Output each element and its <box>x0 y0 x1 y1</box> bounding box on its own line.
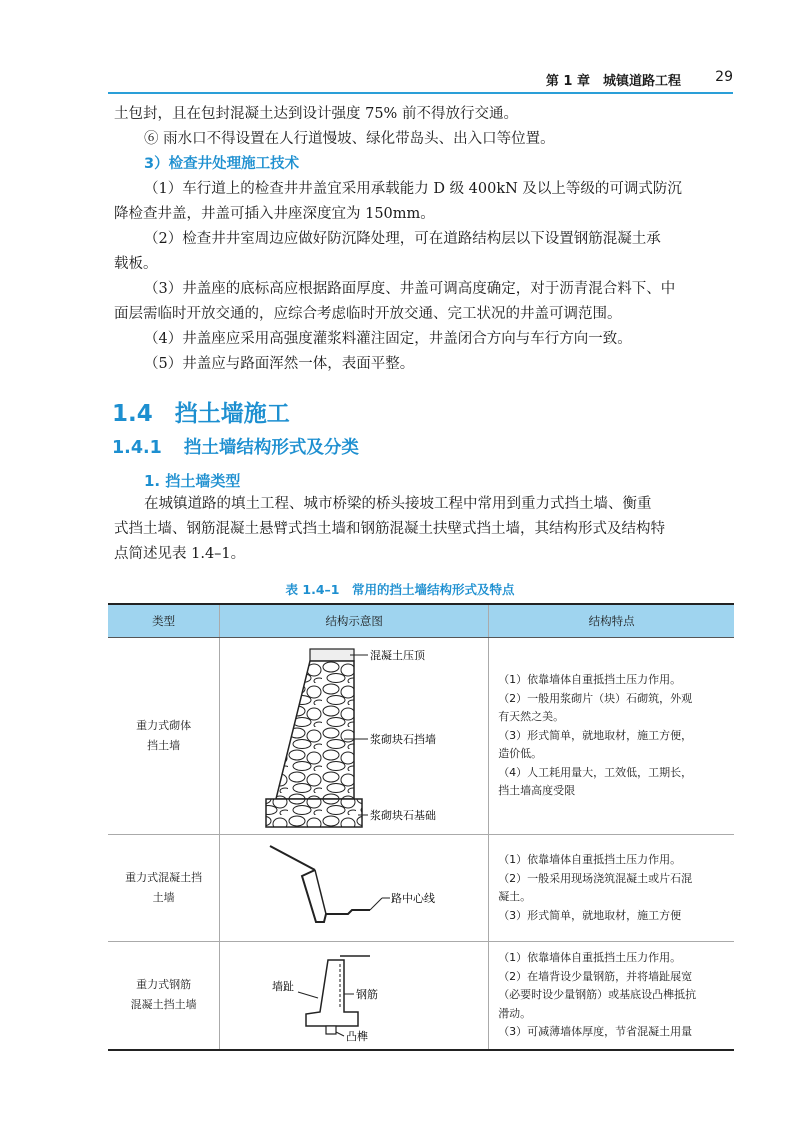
type-line: 重力式钢筋 <box>136 978 192 992</box>
feature-line: 滑动。 <box>498 1006 532 1020</box>
header-type: 类型 <box>108 604 220 638</box>
list-item: （1）车行道上的检查井井盖宜采用承载能力 D 级 400kN 及以上等级的可调式防沉 <box>144 181 682 197</box>
type-line: 重力式砌体 <box>136 719 192 732</box>
label-foundation: 浆砌块石基础 <box>370 808 437 822</box>
coping-block <box>310 649 354 661</box>
label-toe: 墙趾 <box>272 980 295 994</box>
type-cell <box>108 638 220 835</box>
label-road-centerline: 路中心线 <box>391 891 436 905</box>
list-item-continuation: 降检查井盖，井盖可插入井座深度宜为 150mm。 <box>114 206 435 222</box>
section-title: 挡土墙施工 <box>174 401 290 427</box>
chapter-title: 第 1 章 城镇道路工程 <box>545 74 681 89</box>
list-item: （5）井盖应与路面浑然一体，表面平整。 <box>144 356 415 372</box>
feature-line: （3）形式简单，就地取材，施工方便 <box>498 908 682 922</box>
list-item-continuation: 载板。 <box>114 256 158 272</box>
header-features: 结构特点 <box>489 604 734 638</box>
retaining-wall-table <box>108 603 734 1051</box>
paragraph: 土包封，且在包封混凝土达到设计强度 75% 前不得放行交通。 <box>114 106 518 122</box>
table-row <box>108 835 734 942</box>
page-header <box>108 66 733 94</box>
feature-line: （1）依靠墙体自重抵挡土压力作用。 <box>498 673 682 687</box>
label-coping: 混凝土压顶 <box>370 648 426 662</box>
subsection-heading-141 <box>112 434 359 459</box>
list-item: （2）检查井井室周边应做好防沉降处理，可在道路结构层以下设置钢筋混凝土承 <box>144 231 661 247</box>
features-cell <box>489 638 734 835</box>
wall-profile <box>302 870 370 922</box>
intro-line: 点简述见表 1.4–1。 <box>114 546 246 562</box>
list-item: （3）井盖座的底标高应根据路面厚度、井盖可调高度确定，对于沥青混合料下、中 <box>144 281 676 297</box>
table-header-row <box>108 604 734 638</box>
subsubsection-heading: 1. 挡土墙类型 <box>144 472 241 490</box>
table-row <box>108 638 734 835</box>
section-number: 1.4 <box>112 401 153 427</box>
type-line: 重力式混凝土挡 <box>125 871 203 884</box>
rc-wall-body <box>306 960 358 1026</box>
type-cell <box>108 835 220 942</box>
shear-key <box>326 1026 336 1034</box>
intro-paragraph <box>114 492 734 567</box>
body-text-top <box>114 102 734 377</box>
feature-line: （4）人工耗用量大，工效低，工期长， <box>498 765 693 779</box>
masonry-wall-diagram <box>220 639 488 834</box>
feature-line: 凝土。 <box>498 890 532 903</box>
reinforced-wall-diagram <box>220 942 488 1048</box>
page-number: 29 <box>715 69 733 85</box>
table-row <box>108 942 734 1050</box>
feature-line: （2）一般用浆砌片（块）石砌筑，外观 <box>498 691 693 705</box>
list-item-continuation: 面层需临时开放交通的，应综合考虑临时开放交通、完工状况的井盖可调范围。 <box>114 306 622 322</box>
feature-line: （3）形式简单，就地取材，施工方便， <box>498 728 693 742</box>
type-line: 土墙 <box>152 891 175 904</box>
feature-line: 造价低。 <box>498 747 543 761</box>
type-cell <box>108 942 220 1050</box>
features-cell <box>489 835 734 942</box>
concrete-wall-diagram <box>220 836 488 941</box>
label-wall: 浆砌块石挡墙 <box>370 732 437 746</box>
section-heading <box>112 395 290 428</box>
intro-line: 式挡土墙、钢筋混凝土悬臂式挡土墙和钢筋混凝土扶壁式挡土墙，其结构形式及结构特 <box>114 521 665 537</box>
header-diagram: 结构示意图 <box>220 604 489 638</box>
label-rebar: 钢筋 <box>356 988 379 1002</box>
feature-line: （2）一般采用现场浇筑混凝土或片石混 <box>498 871 693 885</box>
feature-line: 有天然之美。 <box>498 710 565 724</box>
type-line: 混凝土挡土墙 <box>130 998 197 1012</box>
feature-line: （3）可减薄墙体厚度，节省混凝土用量 <box>498 1025 693 1038</box>
diagram-cell <box>220 942 489 1050</box>
masonry-foundation <box>266 799 362 827</box>
feature-line: 挡土墙高度受限 <box>498 784 576 798</box>
subsection-heading: 3）检查井处理施工技术 <box>144 156 300 172</box>
subsection-title: 挡土墙结构形式及分类 <box>183 438 359 458</box>
feature-line: （必要时设少量钢筋）或基底设凸榫抵抗 <box>498 988 697 1001</box>
diagram-cell <box>220 835 489 942</box>
features-cell <box>489 942 734 1050</box>
subsection-number: 1.4.1 <box>112 438 162 458</box>
label-shear-key: 凸榫 <box>346 1030 369 1044</box>
list-item: （4）井盖座应采用高强度灌浆料灌注固定，井盖闭合方向与车行方向一致。 <box>144 331 632 347</box>
feature-line: （1）依靠墙体自重抵挡土压力作用。 <box>498 853 682 866</box>
type-line: 挡土墙 <box>147 739 181 752</box>
paragraph: ⑥ 雨水口不得设置在人行道慢坡、绿化带岛头、出入口等位置。 <box>144 131 555 147</box>
masonry-wall-body <box>276 661 354 799</box>
feature-line: （1）依靠墙体自重抵挡土压力作用。 <box>498 951 682 964</box>
feature-line: （2）在墙背设少量钢筋，并将墙趾展宽 <box>498 969 693 983</box>
diagram-cell <box>220 638 489 835</box>
table-caption: 表 1.4–1 常用的挡土墙结构形式及特点 <box>285 582 515 597</box>
intro-line: 在城镇道路的填土工程、城市桥梁的桥头接坡工程中常用到重力式挡土墙、衡重 <box>144 496 652 512</box>
